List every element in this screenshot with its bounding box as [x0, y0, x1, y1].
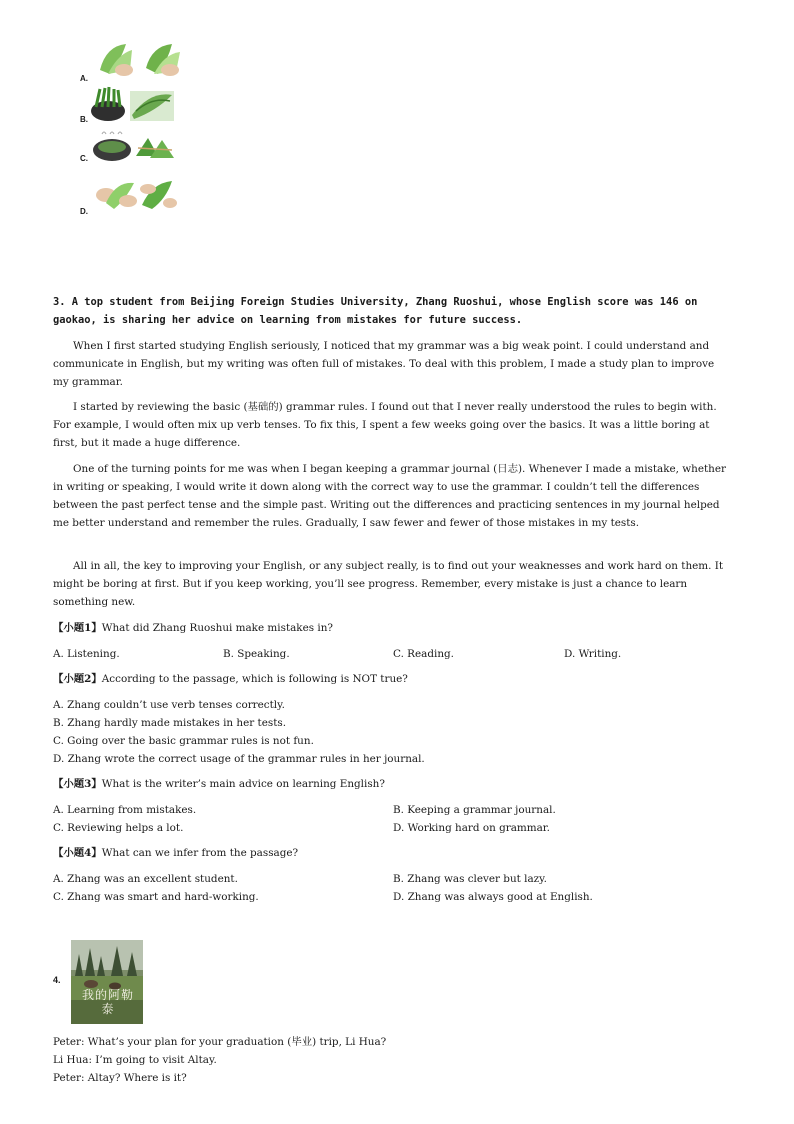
- option-b-label: B.: [80, 115, 88, 124]
- sub-4-option-a[interactable]: A. Zhang was an excellent student.: [53, 873, 238, 885]
- dialogue-line-1: Peter: What’s your plan for your graduation (毕业) trip, Li Hua?: [53, 1036, 387, 1048]
- dialogue-line-3: Peter: Altay? Where is it?: [53, 1072, 187, 1084]
- question-4-number: 4.: [53, 975, 61, 985]
- option-a-label: A.: [80, 74, 88, 83]
- sub-3-option-b[interactable]: B. Keeping a grammar journal.: [393, 804, 556, 816]
- sub-question-3: [53, 775, 385, 793]
- sub-question-1-text: What did Zhang Ruoshui make mistakes in?: [101, 622, 333, 634]
- option-b-image: [90, 85, 176, 123]
- sub-2-option-a[interactable]: A. Zhang couldn’t use verb tenses correctly.: [53, 699, 285, 711]
- sub-question-1-tag: 【小题1】: [53, 622, 102, 634]
- sub-1-option-d[interactable]: D. Writing.: [564, 648, 622, 660]
- sub-2-option-c[interactable]: C. Going over the basic grammar rules is not fun.: [53, 735, 314, 747]
- sub-question-4-tag: 【小题4】: [53, 847, 102, 859]
- passage-paragraph-4: All in all, the key to improving your English, or any subject really, is to find out your weaknesses and work hard on them. It might be boring at first. But if you keep working, you’ll see progress. Remember, every mistake is just a chance to learn something new.: [53, 560, 724, 608]
- option-a-image: [96, 40, 186, 80]
- sub-question-3-text: What is the writer’s main advice on learning English?: [101, 778, 385, 790]
- sub-4-option-b[interactable]: B. Zhang was clever but lazy.: [393, 873, 547, 885]
- sub-2-option-d[interactable]: D. Zhang wrote the correct usage of the grammar rules in her journal.: [53, 753, 425, 765]
- option-c-label: C.: [80, 154, 88, 163]
- sub-2-option-b[interactable]: B. Zhang hardly made mistakes in her tests.: [53, 717, 287, 729]
- sub-3-option-c[interactable]: C. Reviewing helps a lot.: [53, 822, 184, 834]
- sub-3-option-d[interactable]: D. Working hard on grammar.: [393, 822, 550, 834]
- sub-question-2-tag: 【小题2】: [53, 673, 102, 685]
- sub-question-4: [53, 844, 298, 862]
- poster-title: 我的阿勒泰: [81, 988, 134, 1016]
- question-3-title: 3. A top student from Beijing Foreign Studies University, Zhang Ruoshui, whose English score was 146 on gaokao, is sharing her advice on learning from mistakes for future success.: [53, 296, 704, 326]
- option-d-image: [92, 175, 178, 213]
- passage-paragraph-3: One of the turning points for me was when I began keeping a grammar journal (日志). Whenever I made a mistake, whether in writing or speaking, I would write it down along with the correct way to use the grammar. I couldn’t tell the differences between the past perfect tense and the simple past. Writing out the differences and practicing sentences in my journal helped me better understand and remember the rules. Gradually, I saw fewer and fewer of those mistakes in my tests.: [53, 463, 726, 529]
- sub-question-2-text: According to the passage, which is following is NOT true?: [101, 673, 408, 685]
- sub-1-option-c[interactable]: C. Reading.: [393, 648, 454, 660]
- sub-1-option-a[interactable]: A. Listening.: [53, 648, 120, 660]
- sub-4-option-d[interactable]: D. Zhang was always good at English.: [393, 891, 593, 903]
- sub-question-1: [53, 619, 333, 637]
- sub-3-option-a[interactable]: A. Learning from mistakes.: [53, 804, 197, 816]
- dialogue-line-2: Li Hua: I’m going to visit Altay.: [53, 1054, 217, 1066]
- passage-paragraph-1: When I first started studying English seriously, I noticed that my grammar was a big weak point. I could understand and communicate in English, but my writing was often full of mistakes. To deal with this problem, I made a study plan to improve my grammar.: [53, 340, 715, 388]
- sub-4-option-c[interactable]: C. Zhang was smart and hard-working.: [53, 891, 259, 903]
- sub-question-2: [53, 670, 408, 688]
- option-d-label: D.: [80, 207, 88, 216]
- sub-question-3-tag: 【小题3】: [53, 778, 102, 790]
- question-4-poster: [71, 940, 143, 1024]
- sub-1-option-b[interactable]: B. Speaking.: [223, 648, 290, 660]
- passage-paragraph-2: I started by reviewing the basic (基础的) grammar rules. I found out that I never really understood the rules to begin with. For example, I would often mix up verb tenses. To fix this, I spent a few weeks going over the basics. It was a little boring at first, but it made a huge difference.: [53, 401, 717, 449]
- sub-question-4-text: What can we infer from the passage?: [101, 847, 299, 859]
- option-c-image: [92, 128, 178, 166]
